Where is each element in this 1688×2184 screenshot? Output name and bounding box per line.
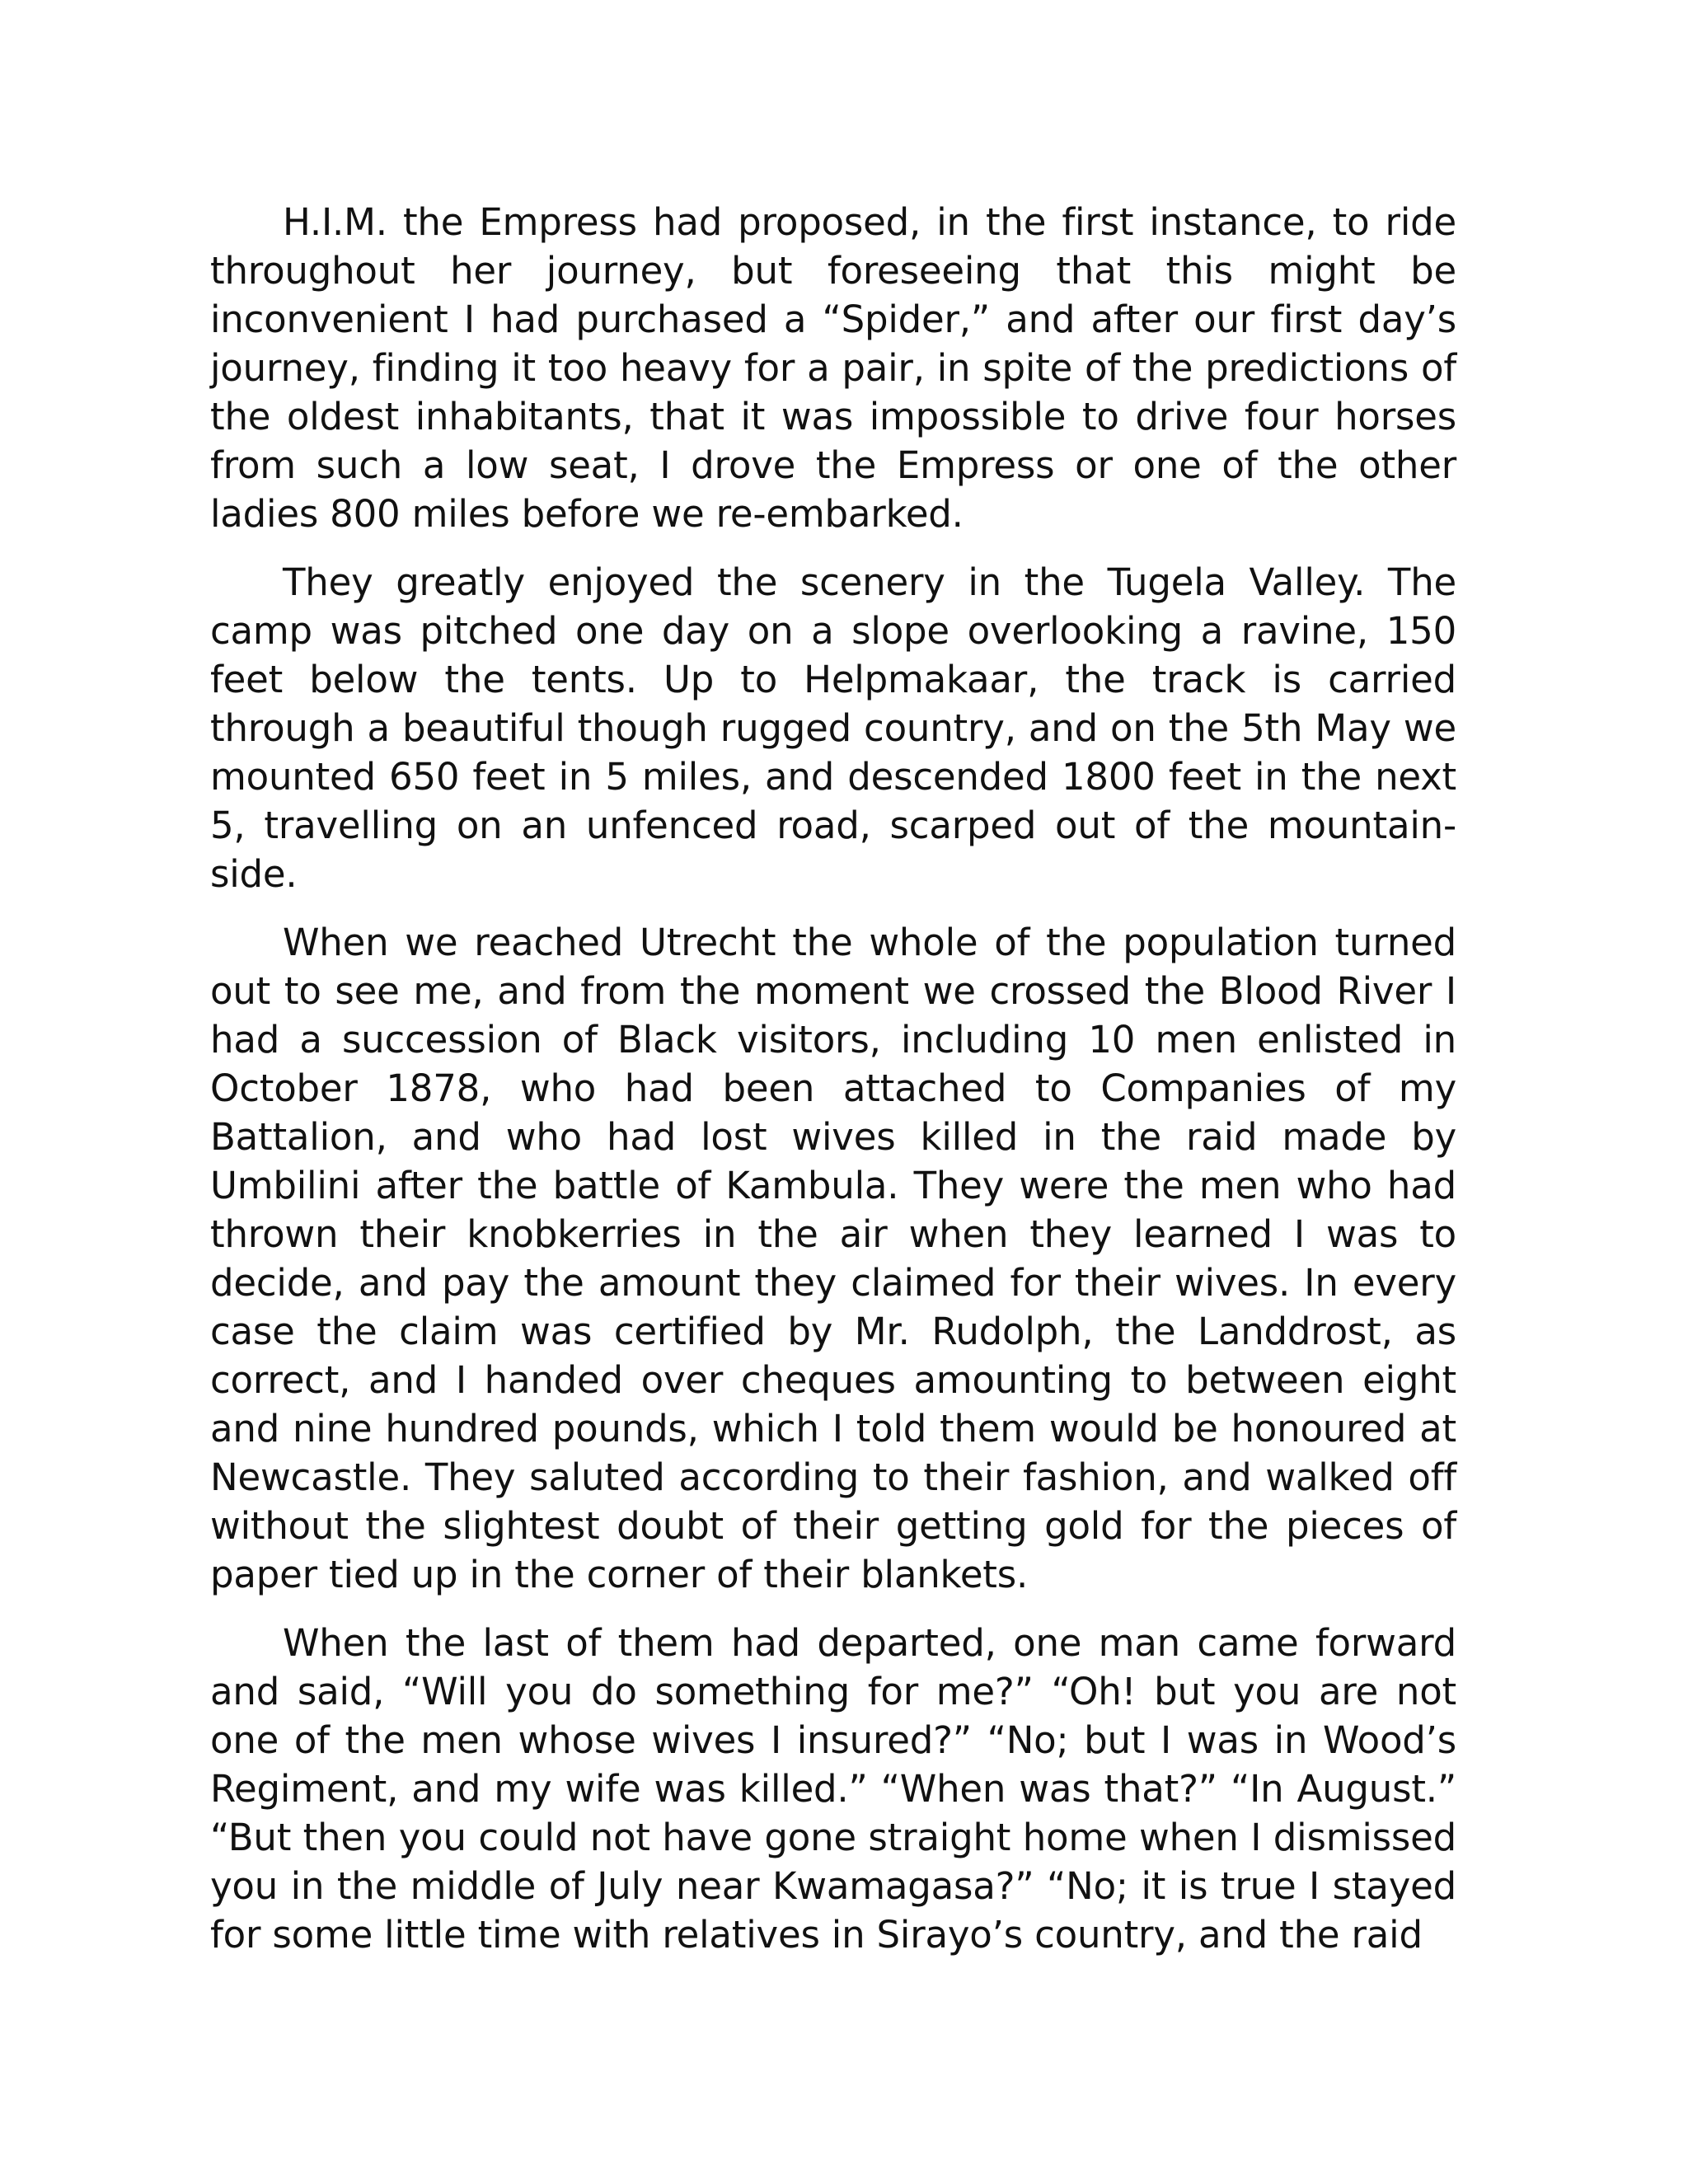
paragraph-3: When we reached Utrecht the whole of the population turned out to see me, and from the moment we crossed the Blood River I had a succession of Black visitors, including 10 men enlisted in October 1878, who had been attached to Companies of my Battalion, and who had lost wives killed in the raid made by Umbilini after the battle of Kambula. They were the men who had thrown their knobkerries in the air when they learned I was to decide, and pay the amount they claimed for their wives. In every case the claim was certified by Mr. Rudolph, the Landdrost, as correct, and I handed over cheques amounting to between eight and nine hundred pounds, which I told them would be honoured at Newcastle. They saluted according to their fashion, and walked off without the slightest doubt of their getting gold for the pieces of paper tied up in the corner of their blankets. [210, 921, 1456, 1596]
body-text [210, 198, 1456, 1979]
paragraph-2: They greatly enjoyed the scenery in the Tugela Valley. The camp was pitched one day on a slope overlooking a ravine, 150 feet below the tents. Up to Helpmakaar, the track is carried through a beautiful though rugged country, and on the 5th May we mounted 650 feet in 5 miles, and descended 1800 feet in the next 5, travelling on an unfenced road, scarped out of the mountain-side. [210, 560, 1456, 896]
paragraph-1: H.I.M. the Empress had proposed, in the first instance, to ride throughout her journey, but foreseeing that this might be inconvenient I had purchased a “Spider,” and after our first day’s journey, finding it too heavy for a pair, in spite of the predictions of the oldest inhabitants, that it was impossible to drive four horses from such a low seat, I drove the Empress or one of the other ladies 800 miles before we re-embarked. [210, 200, 1456, 536]
paragraph-4: When the last of them had departed, one man came forward and said, “Will you do something for me?” “Oh! but you are not one of the men whose wives I insured?” “No; but I was in Wood’s Regiment, and my wife was killed.” “When was that?” “In August.” “But then you could not have gone straight home when I dismissed you in the middle of July near Kwamagasa?” “No; it is true I stayed for some little time with relatives in Sirayo’s country, and the raid [210, 1621, 1456, 1957]
